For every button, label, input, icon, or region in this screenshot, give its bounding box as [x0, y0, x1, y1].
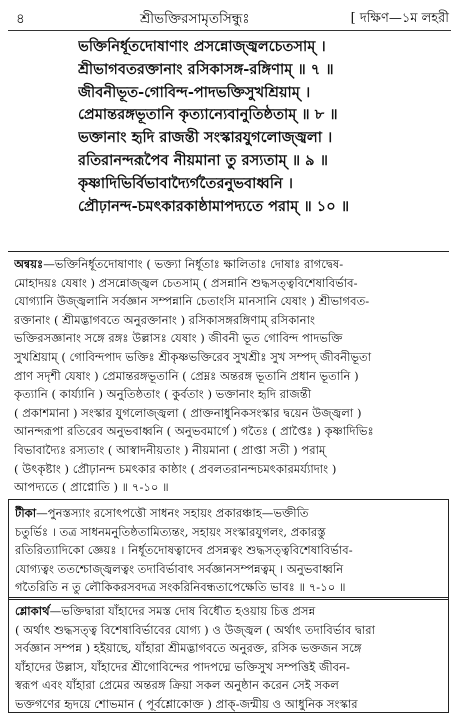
verse-line: জীবনীভূত-গোবিন্দ-পাদভক্তিসুখশ্রিয়াম্ । — [78, 83, 311, 101]
anvaya-line: বিভাবাদ্যৈঃ রস্যতাং ( আস্বাদনীয়তাং ) নীয়মানা ( প্রাপ্তা সতী ) পরাম্ — [14, 442, 326, 457]
verse-line: প্রেমান্তরঙ্গভূতানি কৃত্যান্যেবানুতিষ্ঠতাম্ ॥ ৮ ॥ — [78, 106, 338, 124]
tika-heading: টীকা — [15, 506, 37, 520]
verse-line: শ্রীভাগবতরক্তানাং রসিকাসঙ্গ-রঙ্গিণাম্ ॥ ৭ ॥ — [78, 60, 334, 78]
shlokartha-line-text: —ভক্তিদ্বারা যাঁহাদের সমস্ত দোষ বিধৌত হওয়ায় চিত্ত প্রসন্ন — [49, 604, 316, 618]
anvaya-line: রক্তানাং ( শ্রীমদ্ভাগবতে অনুরক্তানাং ) রসিকাসঙ্গরঙ্গিণাম্ রসিকানাং — [14, 312, 315, 327]
anvaya-line: যোগ্যানি উজ্জ্বলানি সর্বজ্ঞান সম্পন্নানি চেতাংসি মানসানি যেষাং ) শ্রীভাগবত- — [14, 294, 370, 309]
anvaya-line: ভক্তিরসজ্ঞানাং সঙ্গে রঙ্গঃ উল্লাসঃ যেষাং ) জীবনী ভূত গোবিন্দ পাদভক্তি — [14, 331, 343, 346]
anvaya-line: ( উৎকৃষ্টাং ) প্রৌঢ়ানন্দ চমৎকার কাষ্ঠাং ( প্রবলতরানন্দচমৎকারমর্য্যাদাং ) — [14, 461, 337, 476]
tika-line: যোগ্যত্বং ততশ্চোজ্জ্বলত্বং তদাবির্ভাবাৎ সর্বজ্ঞানসম্পন্নত্বম্ । অনুভবাধ্বনি — [15, 561, 344, 576]
section-divider — [8, 251, 449, 252]
anvaya-line: প্রাণ সদৃশী যেষাং ) প্রেমান্তরঙ্গভূতানি ( প্রেম্নঃ অন্তরঙ্গ ভূতানি প্রধান ভূতানি ) — [14, 368, 359, 383]
running-title: শ্রীভক্তিরসামৃতসিন্ধুঃ — [140, 11, 250, 27]
shlokartha-line: স্বরূপ এবং যাঁহারা প্রেমের অন্তরঙ্গ ক্রিয়া সকল অনুষ্ঠান করেন সেই সকল — [15, 678, 339, 693]
tika-line-text: —পুনস্তস্যাং রসোৎপত্তৌ সাধনং সহায়ং প্রকারঞ্চাহ—ভক্তীতি — [36, 506, 309, 520]
verse-block — [78, 36, 449, 218]
tika-line: রতিরিত্যাদিকো জ্ঞেয়ঃ । নির্ধূতদোষত্বাদেব প্রসন্নত্বং শুদ্ধসত্ত্ববিশেষাবির্ভাব- — [15, 543, 353, 558]
tika-box — [8, 499, 449, 600]
anvaya-line-text: —ভক্তিনির্ধূতদোষাণাং ( ভক্ত্যা নির্ধূতাঃ ক্ষালিতাঃ দোষাঃ রাগদ্বেষ- — [43, 257, 344, 271]
tika-line — [15, 504, 442, 523]
anvaya-heading: অন্বয়ঃ — [14, 257, 44, 271]
section-label: [ দক্ষিণ—১ম লহরী — [350, 11, 449, 26]
shlokartha-line — [15, 602, 442, 621]
header-rule — [8, 30, 451, 31]
shlokartha-box — [8, 597, 449, 713]
anvaya-line: আনন্দরূপা রতিরেব অনুভবাধ্বনি ( অনুভবমার্গে ) গতৈঃ ( প্রাপ্তৈঃ ) কৃষ্ণাদিভিঃ — [14, 424, 374, 439]
page-header — [8, 8, 451, 30]
anvaya-section — [8, 255, 449, 497]
verse-line: রতিরানন্দরূপৈব নীয়মানা তু রস্যতাম্ ॥ ৯ ॥ — [78, 151, 328, 169]
verse-line: ভক্তানাং হৃদি রাজন্তী সংস্কারযুগলোজ্জ্বলা । — [78, 129, 333, 147]
anvaya-line: কৃত্যানি ( কার্য্যানি ) অনুতিষ্ঠতাং ( কুর্বতাং ) ভক্তানাং হৃদি রাজন্তী — [14, 387, 312, 402]
shlokartha-heading: শ্লোকার্থ — [15, 604, 50, 618]
verse-line: কৃষ্ণাদিভির্বিভাবাদ্যৈর্গতৈরনুভবাধ্বনি । — [78, 174, 294, 192]
shlokartha-line: ( অর্থাৎ শুদ্ধসত্ত্ব বিশেষাবির্ভাবের যোগ্য ) ও উজ্জ্বল ( অর্থাৎ তদাবির্ভাব দ্বারা — [15, 622, 375, 637]
anvaya-line: আপদ্যতে ( প্রাপ্নোতি ) ॥ ৭-১০ ॥ — [14, 480, 169, 495]
anvaya-line: ( প্রকাশমানা ) সংস্কার যুগলোজ্জ্বলা ( প্রাক্তনাধুনিকসংস্কার দ্বয়েন উজ্জ্বলা ) — [14, 405, 362, 420]
anvaya-line — [14, 255, 443, 274]
verse-line: প্রৌঢ়ানন্দ-চমৎকারকাষ্ঠামাপদ্যতে পরাম্ ॥ ১০ ॥ — [78, 197, 350, 215]
tika-line: চতুর্ভিঃ । তত্র সাধনমনুতিষ্ঠতামিত্যন্তং, সহায়ং সংস্কারযুগলং, প্রকারস্তু — [15, 524, 326, 539]
shlokartha-line: সর্বজ্ঞান সম্পন্ন ) হইয়াছে, যাঁহারা শ্রীমদ্ভাগবতে অনুরক্ত, রসিক ভক্তজন সঙ্গে — [15, 641, 362, 656]
shlokartha-line: ভক্তগণের হৃদয়ে শোভমান ( পূর্বশ্লোকোক্ত ) প্রাক্-জন্মীয় ও আধুনিক সংস্কার — [15, 696, 358, 711]
shlokartha-line: যাঁহাদের উল্লাস, যাঁহাদের শ্রীগোবিন্দের পাদপদ্মে ভক্তিসুখ সম্পত্তিই জীবন- — [15, 659, 350, 674]
anvaya-line: মোহাদয়ঃ যেষাং ) প্রসন্নোজ্জ্বল চেতসাম্ ( প্রসন্নানি শুদ্ধসত্ত্ববিশেষাবির্ভাব- — [14, 275, 358, 290]
anvaya-line: সুখশ্রিয়াম্ ( গোবিন্দপাদ ভক্তিঃ শ্রীকৃষ্ণভক্তিরেব সুখশ্রীঃ সুখ সম্পদ্ জীবনীভূতা — [14, 349, 372, 364]
tika-line: গতৈরিতি ন তু লৌকিকরসবদত্র সংকরিনিবন্ধতাপেক্ষেতি ভাবঃ ॥ ৭-১০ ॥ — [15, 580, 346, 595]
page-number: ৪ — [16, 11, 25, 27]
verse-line: ভক্তিনির্ধূতদোষাণাং প্রসন্নোজ্জ্বলচেতসাম্ । — [78, 38, 326, 55]
